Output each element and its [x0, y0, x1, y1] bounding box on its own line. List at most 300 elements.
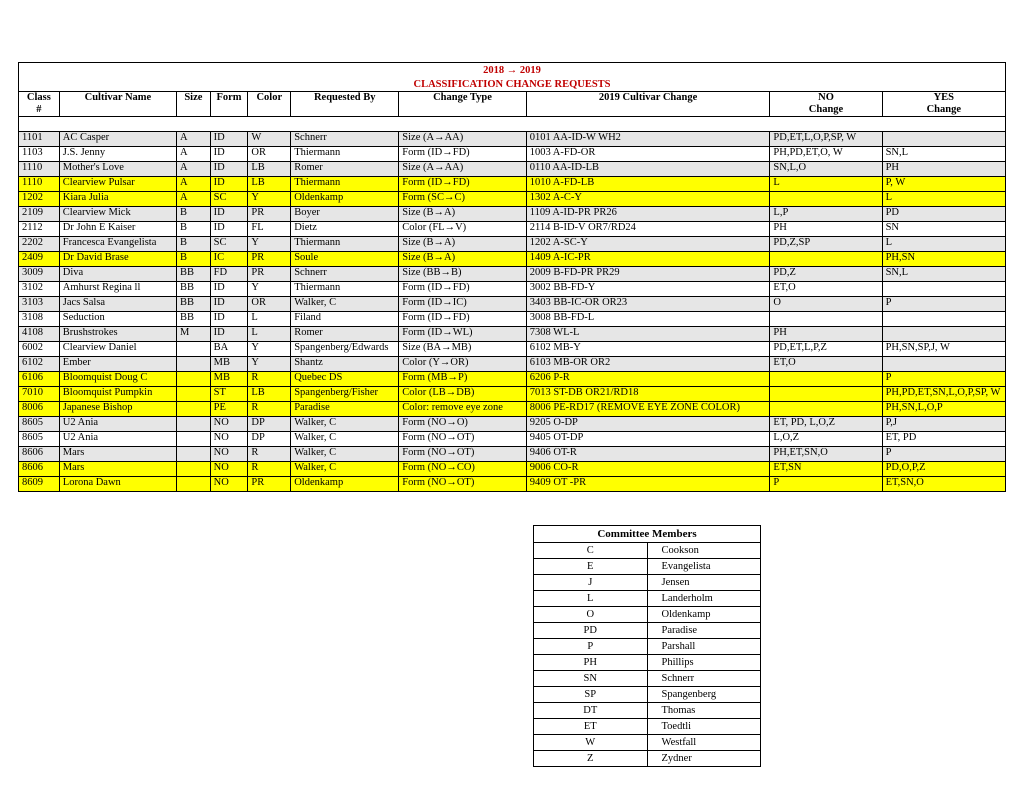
cell-cultivar-name: Dr David Brase: [59, 252, 176, 267]
cell-cultivar-name: Japanese Bishop: [59, 402, 176, 417]
cell-no-change: ET,O: [770, 357, 882, 372]
committee-member-name: Oldenkamp: [647, 607, 761, 623]
cell-cultivar-name: Bloomquist Pumpkin: [59, 387, 176, 402]
committee-row: [534, 591, 761, 607]
cell-cultivar-change: 0101 AA-ID-W WH2: [526, 132, 770, 147]
cell-cultivar-name: Clearview Mick: [59, 207, 176, 222]
cell-class: 2112: [19, 222, 60, 237]
cell-form: ID: [210, 162, 248, 177]
cell-change-type: Size (BA→MB): [399, 342, 526, 357]
col-header-requested-by: Requested By: [291, 92, 399, 117]
cell-color: PR: [248, 477, 291, 492]
committee-member-code: ET: [534, 719, 648, 735]
cell-cultivar-change: 0110 AA-ID-LB: [526, 162, 770, 177]
cell-requested-by: Walker, C: [291, 462, 399, 477]
cell-change-type: Form (MB→P): [399, 372, 526, 387]
table-row: [19, 387, 1006, 402]
title-row-2: [19, 77, 1006, 92]
cell-change-type: Form (ID→FD): [399, 147, 526, 162]
cell-class: 8606: [19, 447, 60, 462]
cell-requested-by: Spangenberg/Fisher: [291, 387, 399, 402]
cell-cultivar-change: 6103 MB-OR OR2: [526, 357, 770, 372]
cell-cultivar-name: Jacs Salsa: [59, 297, 176, 312]
cell-cultivar-name: Clearview Pulsar: [59, 177, 176, 192]
cell-form: NO: [210, 447, 248, 462]
cell-class: 1103: [19, 147, 60, 162]
cell-size: BB: [177, 282, 211, 297]
cell-cultivar-change: 1409 A-IC-PR: [526, 252, 770, 267]
cell-color: LB: [248, 177, 291, 192]
committee-row: [534, 671, 761, 687]
committee-member-name: Landerholm: [647, 591, 761, 607]
cell-size: BB: [177, 297, 211, 312]
committee-member-code: DT: [534, 703, 648, 719]
cell-cultivar-name: Amhurst Regina ll: [59, 282, 176, 297]
cell-cultivar-change: 3403 BB-IC-OR OR23: [526, 297, 770, 312]
committee-title-row: [534, 526, 761, 543]
committee-member-code: P: [534, 639, 648, 655]
cell-requested-by: Schnerr: [291, 132, 399, 147]
table-row: [19, 447, 1006, 462]
cell-form: SC: [210, 237, 248, 252]
cell-no-change: [770, 252, 882, 267]
cell-no-change: [770, 372, 882, 387]
cell-change-type: Color: remove eye zone: [399, 402, 526, 417]
cell-requested-by: Romer: [291, 162, 399, 177]
cell-cultivar-change: 1003 A-FD-OR: [526, 147, 770, 162]
cell-size: [177, 432, 211, 447]
committee-member-code: SP: [534, 687, 648, 703]
table-row: [19, 222, 1006, 237]
cell-change-type: Size (B→A): [399, 252, 526, 267]
cell-cultivar-change: 1109 A-ID-PR PR26: [526, 207, 770, 222]
cell-color: Y: [248, 237, 291, 252]
cell-no-change: P: [770, 477, 882, 492]
cell-requested-by: Boyer: [291, 207, 399, 222]
committee-member-code: E: [534, 559, 648, 575]
classification-change-table: [18, 62, 1006, 492]
committee-row: [534, 687, 761, 703]
cell-cultivar-change: 9409 OT -PR: [526, 477, 770, 492]
cell-size: BB: [177, 267, 211, 282]
cell-cultivar-change: 6206 P-R: [526, 372, 770, 387]
cell-requested-by: Oldenkamp: [291, 477, 399, 492]
cell-class: 6002: [19, 342, 60, 357]
cell-cultivar-name: Mother's Love: [59, 162, 176, 177]
cell-cultivar-name: Mars: [59, 447, 176, 462]
cell-change-type: Form (ID→IC): [399, 297, 526, 312]
cell-color: OR: [248, 147, 291, 162]
cell-cultivar-change: 9006 CO-R: [526, 462, 770, 477]
cell-change-type: Size (B→A): [399, 207, 526, 222]
cell-no-change: [770, 312, 882, 327]
committee-member-name: Schnerr: [647, 671, 761, 687]
committee-member-code: PD: [534, 623, 648, 639]
cell-change-type: Form (ID→FD): [399, 282, 526, 297]
cell-requested-by: Shantz: [291, 357, 399, 372]
committee-member-code: SN: [534, 671, 648, 687]
cell-size: [177, 477, 211, 492]
table-row: [19, 252, 1006, 267]
cell-cultivar-change: 6102 MB-Y: [526, 342, 770, 357]
cell-yes-change: L: [882, 192, 1005, 207]
cell-yes-change: [882, 312, 1005, 327]
cell-form: BA: [210, 342, 248, 357]
cell-class: 1202: [19, 192, 60, 207]
cell-change-type: Form (NO→O): [399, 417, 526, 432]
cell-size: B: [177, 222, 211, 237]
committee-member-code: J: [534, 575, 648, 591]
cell-form: ID: [210, 312, 248, 327]
cell-cultivar-name: Lorona Dawn: [59, 477, 176, 492]
cell-form: NO: [210, 462, 248, 477]
cell-form: ID: [210, 147, 248, 162]
committee-row: [534, 655, 761, 671]
cell-no-change: PH: [770, 222, 882, 237]
cell-cultivar-change: 1302 A-C-Y: [526, 192, 770, 207]
cell-requested-by: Oldenkamp: [291, 192, 399, 207]
cell-class: 3108: [19, 312, 60, 327]
cell-class: 8605: [19, 432, 60, 447]
table-row: [19, 432, 1006, 447]
table-row: [19, 402, 1006, 417]
cell-size: [177, 342, 211, 357]
cell-requested-by: Filand: [291, 312, 399, 327]
cell-form: ID: [210, 282, 248, 297]
cell-change-type: Color (FL→V): [399, 222, 526, 237]
committee-member-name: Thomas: [647, 703, 761, 719]
committee-member-code: Z: [534, 751, 648, 767]
cell-class: 2109: [19, 207, 60, 222]
cell-cultivar-change: 9405 OT-DP: [526, 432, 770, 447]
cell-color: R: [248, 402, 291, 417]
cell-change-type: Size (B→A): [399, 237, 526, 252]
cell-requested-by: Thiermann: [291, 177, 399, 192]
cell-color: L: [248, 327, 291, 342]
committee-row: [534, 575, 761, 591]
cell-yes-change: P: [882, 297, 1005, 312]
cell-yes-change: PH,PD,ET,SN,L,O,P,SP, W: [882, 387, 1005, 402]
cell-class: 1110: [19, 162, 60, 177]
committee-row: [534, 639, 761, 655]
table-row: [19, 357, 1006, 372]
cell-size: A: [177, 147, 211, 162]
cell-class: 6102: [19, 357, 60, 372]
committee-members-table-wrapper: [533, 525, 761, 767]
col-header-change-type: Change Type: [399, 92, 526, 117]
cell-yes-change: SN: [882, 222, 1005, 237]
col-header-cultivar-name: Cultivar Name: [59, 92, 176, 117]
cell-form: MB: [210, 372, 248, 387]
cell-color: R: [248, 462, 291, 477]
cell-cultivar-name: Dr John E Kaiser: [59, 222, 176, 237]
committee-row: [534, 719, 761, 735]
table-row: [19, 417, 1006, 432]
cell-color: Y: [248, 192, 291, 207]
cell-yes-change: PD,O,P,Z: [882, 462, 1005, 477]
cell-no-change: PH: [770, 327, 882, 342]
cell-cultivar-name: Brushstrokes: [59, 327, 176, 342]
cell-cultivar-change: 1202 A-SC-Y: [526, 237, 770, 252]
cell-form: IC: [210, 252, 248, 267]
committee-row: [534, 703, 761, 719]
table-row: [19, 162, 1006, 177]
cell-change-type: Form (NO→OT): [399, 432, 526, 447]
cell-size: A: [177, 192, 211, 207]
col-header-color: Color: [248, 92, 291, 117]
cell-size: [177, 357, 211, 372]
cell-change-type: Color (LB→DB): [399, 387, 526, 402]
cell-yes-change: ET, PD: [882, 432, 1005, 447]
cell-yes-change: PH,SN: [882, 252, 1005, 267]
committee-member-name: Zydner: [647, 751, 761, 767]
cell-cultivar-change: 3002 BB-FD-Y: [526, 282, 770, 297]
cell-size: A: [177, 177, 211, 192]
cell-color: Y: [248, 342, 291, 357]
cell-no-change: PD,ET,L,O,P,SP, W: [770, 132, 882, 147]
table-row: [19, 237, 1006, 252]
committee-member-name: Evangelista: [647, 559, 761, 575]
cell-class: 1110: [19, 177, 60, 192]
cell-form: ID: [210, 177, 248, 192]
cell-change-type: Size (BB→B): [399, 267, 526, 282]
cell-size: [177, 387, 211, 402]
cell-requested-by: Romer: [291, 327, 399, 342]
cell-yes-change: P, W: [882, 177, 1005, 192]
table-row: [19, 327, 1006, 342]
cell-cultivar-change: 9205 O-DP: [526, 417, 770, 432]
cell-color: PR: [248, 267, 291, 282]
committee-member-code: W: [534, 735, 648, 751]
spacer-row-top: [19, 117, 1006, 132]
committee-rows-body: [534, 543, 761, 767]
col-header-no-change: NO Change: [770, 92, 882, 117]
cell-change-type: Form (NO→CO): [399, 462, 526, 477]
col-header-class: Class #: [19, 92, 60, 117]
cell-requested-by: Walker, C: [291, 417, 399, 432]
cell-cultivar-name: Clearview Daniel: [59, 342, 176, 357]
cell-size: [177, 462, 211, 477]
committee-members-table: [533, 525, 761, 767]
cell-cultivar-name: J.S. Jenny: [59, 147, 176, 162]
cell-color: FL: [248, 222, 291, 237]
cell-class: 3009: [19, 267, 60, 282]
cell-no-change: L,P: [770, 207, 882, 222]
table-row: [19, 477, 1006, 492]
committee-member-name: Phillips: [647, 655, 761, 671]
cell-yes-change: L: [882, 237, 1005, 252]
committee-member-name: Jensen: [647, 575, 761, 591]
cell-cultivar-change: 9406 OT-R: [526, 447, 770, 462]
cell-cultivar-change: 2114 B-ID-V OR7/RD24: [526, 222, 770, 237]
cell-form: ID: [210, 327, 248, 342]
cell-no-change: L: [770, 177, 882, 192]
cell-color: PR: [248, 252, 291, 267]
cell-class: 8606: [19, 462, 60, 477]
cell-cultivar-change: 1010 A-FD-LB: [526, 177, 770, 192]
cell-yes-change: [882, 282, 1005, 297]
committee-row: [534, 735, 761, 751]
cell-form: MB: [210, 357, 248, 372]
cell-requested-by: Walker, C: [291, 432, 399, 447]
committee-member-code: C: [534, 543, 648, 559]
cell-requested-by: Quebec DS: [291, 372, 399, 387]
committee-row: [534, 543, 761, 559]
cell-cultivar-name: Francesca Evangelista: [59, 237, 176, 252]
cell-class: 3103: [19, 297, 60, 312]
cell-size: A: [177, 162, 211, 177]
cell-change-type: Size (A→AA): [399, 162, 526, 177]
cell-yes-change: SN,L: [882, 267, 1005, 282]
cell-cultivar-name: U2 Ania: [59, 417, 176, 432]
cell-form: NO: [210, 432, 248, 447]
cell-size: B: [177, 237, 211, 252]
cell-yes-change: [882, 132, 1005, 147]
committee-title: Committee Members: [534, 526, 761, 543]
committee-member-code: L: [534, 591, 648, 607]
cell-no-change: O: [770, 297, 882, 312]
cell-cultivar-name: Mars: [59, 462, 176, 477]
cell-no-change: ET, PD, L,O,Z: [770, 417, 882, 432]
cell-form: NO: [210, 417, 248, 432]
cell-class: 4108: [19, 327, 60, 342]
table-row: [19, 282, 1006, 297]
committee-member-code: PH: [534, 655, 648, 671]
cell-size: [177, 447, 211, 462]
committee-row: [534, 607, 761, 623]
col-header-yes-change: YES Change: [882, 92, 1005, 117]
committee-member-name: Cookson: [647, 543, 761, 559]
cell-yes-change: PH,SN,SP,J, W: [882, 342, 1005, 357]
cell-yes-change: SN,L: [882, 147, 1005, 162]
classification-rows-body: [19, 132, 1006, 492]
cell-cultivar-change: 3008 BB-FD-L: [526, 312, 770, 327]
cell-no-change: PD,ET,L,P,Z: [770, 342, 882, 357]
cell-no-change: [770, 387, 882, 402]
cell-class: 3102: [19, 282, 60, 297]
cell-color: L: [248, 312, 291, 327]
cell-change-type: Form (NO→OT): [399, 477, 526, 492]
committee-member-code: O: [534, 607, 648, 623]
cell-class: 1101: [19, 132, 60, 147]
cell-color: W: [248, 132, 291, 147]
cell-size: [177, 417, 211, 432]
cell-change-type: Form (NO→OT): [399, 447, 526, 462]
cell-cultivar-name: U2 Ania: [59, 432, 176, 447]
cell-size: B: [177, 207, 211, 222]
cell-color: LB: [248, 162, 291, 177]
cell-requested-by: Soule: [291, 252, 399, 267]
cell-form: FD: [210, 267, 248, 282]
cell-no-change: L,O,Z: [770, 432, 882, 447]
cell-requested-by: Walker, C: [291, 447, 399, 462]
cell-no-change: SN,L,O: [770, 162, 882, 177]
cell-change-type: Form (ID→FD): [399, 312, 526, 327]
cell-form: ID: [210, 297, 248, 312]
cell-cultivar-change: 7308 WL-L: [526, 327, 770, 342]
cell-cultivar-change: 2009 B-FD-PR PR29: [526, 267, 770, 282]
table-row: [19, 207, 1006, 222]
cell-change-type: Size (A→AA): [399, 132, 526, 147]
col-header-size: Size: [177, 92, 211, 117]
cell-yes-change: PH: [882, 162, 1005, 177]
cell-cultivar-name: Kiara Julia: [59, 192, 176, 207]
table-row: [19, 462, 1006, 477]
cell-cultivar-name: Bloomquist Doug C: [59, 372, 176, 387]
cell-cultivar-name: Ember: [59, 357, 176, 372]
cell-no-change: PH,ET,SN,O: [770, 447, 882, 462]
cell-color: PR: [248, 207, 291, 222]
cell-class: 2409: [19, 252, 60, 267]
cell-requested-by: Thiermann: [291, 282, 399, 297]
table-row: [19, 267, 1006, 282]
cell-class: 6106: [19, 372, 60, 387]
table-row: [19, 297, 1006, 312]
cell-class: 7010: [19, 387, 60, 402]
cell-no-change: [770, 402, 882, 417]
cell-class: 8006: [19, 402, 60, 417]
committee-row: [534, 623, 761, 639]
table-row: [19, 177, 1006, 192]
cell-yes-change: P: [882, 372, 1005, 387]
cell-requested-by: Schnerr: [291, 267, 399, 282]
cell-color: Y: [248, 282, 291, 297]
committee-row: [534, 751, 761, 767]
table-row: [19, 342, 1006, 357]
cell-requested-by: Dietz: [291, 222, 399, 237]
cell-change-type: Form (SC→C): [399, 192, 526, 207]
title-row-1: [19, 63, 1006, 78]
cell-requested-by: Spangenberg/Edwards: [291, 342, 399, 357]
table-row: [19, 147, 1006, 162]
table-row: [19, 132, 1006, 147]
cell-form: ID: [210, 207, 248, 222]
classification-change-table-wrapper: [18, 62, 1006, 492]
cell-class: 8605: [19, 417, 60, 432]
cell-color: OR: [248, 297, 291, 312]
cell-yes-change: [882, 327, 1005, 342]
cell-no-change: PD,Z: [770, 267, 882, 282]
cell-yes-change: PH,SN,L,O,P: [882, 402, 1005, 417]
committee-member-name: Spangenberg: [647, 687, 761, 703]
cell-form: PE: [210, 402, 248, 417]
cell-no-change: [770, 192, 882, 207]
doc-title-line1: 2018 → 2019: [19, 63, 1006, 78]
cell-requested-by: Walker, C: [291, 297, 399, 312]
cell-size: [177, 402, 211, 417]
cell-class: 2202: [19, 237, 60, 252]
committee-member-name: Toedtli: [647, 719, 761, 735]
cell-no-change: PH,PD,ET,O, W: [770, 147, 882, 162]
cell-cultivar-change: 8006 PE-RD17 (REMOVE EYE ZONE COLOR): [526, 402, 770, 417]
cell-change-type: Form (ID→WL): [399, 327, 526, 342]
cell-yes-change: PD: [882, 207, 1005, 222]
cell-size: B: [177, 252, 211, 267]
committee-member-name: Parshall: [647, 639, 761, 655]
cell-no-change: ET,SN: [770, 462, 882, 477]
cell-size: M: [177, 327, 211, 342]
cell-color: Y: [248, 357, 291, 372]
cell-form: ST: [210, 387, 248, 402]
table-header-row: [19, 92, 1006, 117]
table-row: [19, 192, 1006, 207]
cell-no-change: ET,O: [770, 282, 882, 297]
cell-requested-by: Paradise: [291, 402, 399, 417]
cell-cultivar-change: 7013 ST-DB OR21/RD18: [526, 387, 770, 402]
col-header-cultivar-change: 2019 Cultivar Change: [526, 92, 770, 117]
cell-form: SC: [210, 192, 248, 207]
cell-form: ID: [210, 222, 248, 237]
